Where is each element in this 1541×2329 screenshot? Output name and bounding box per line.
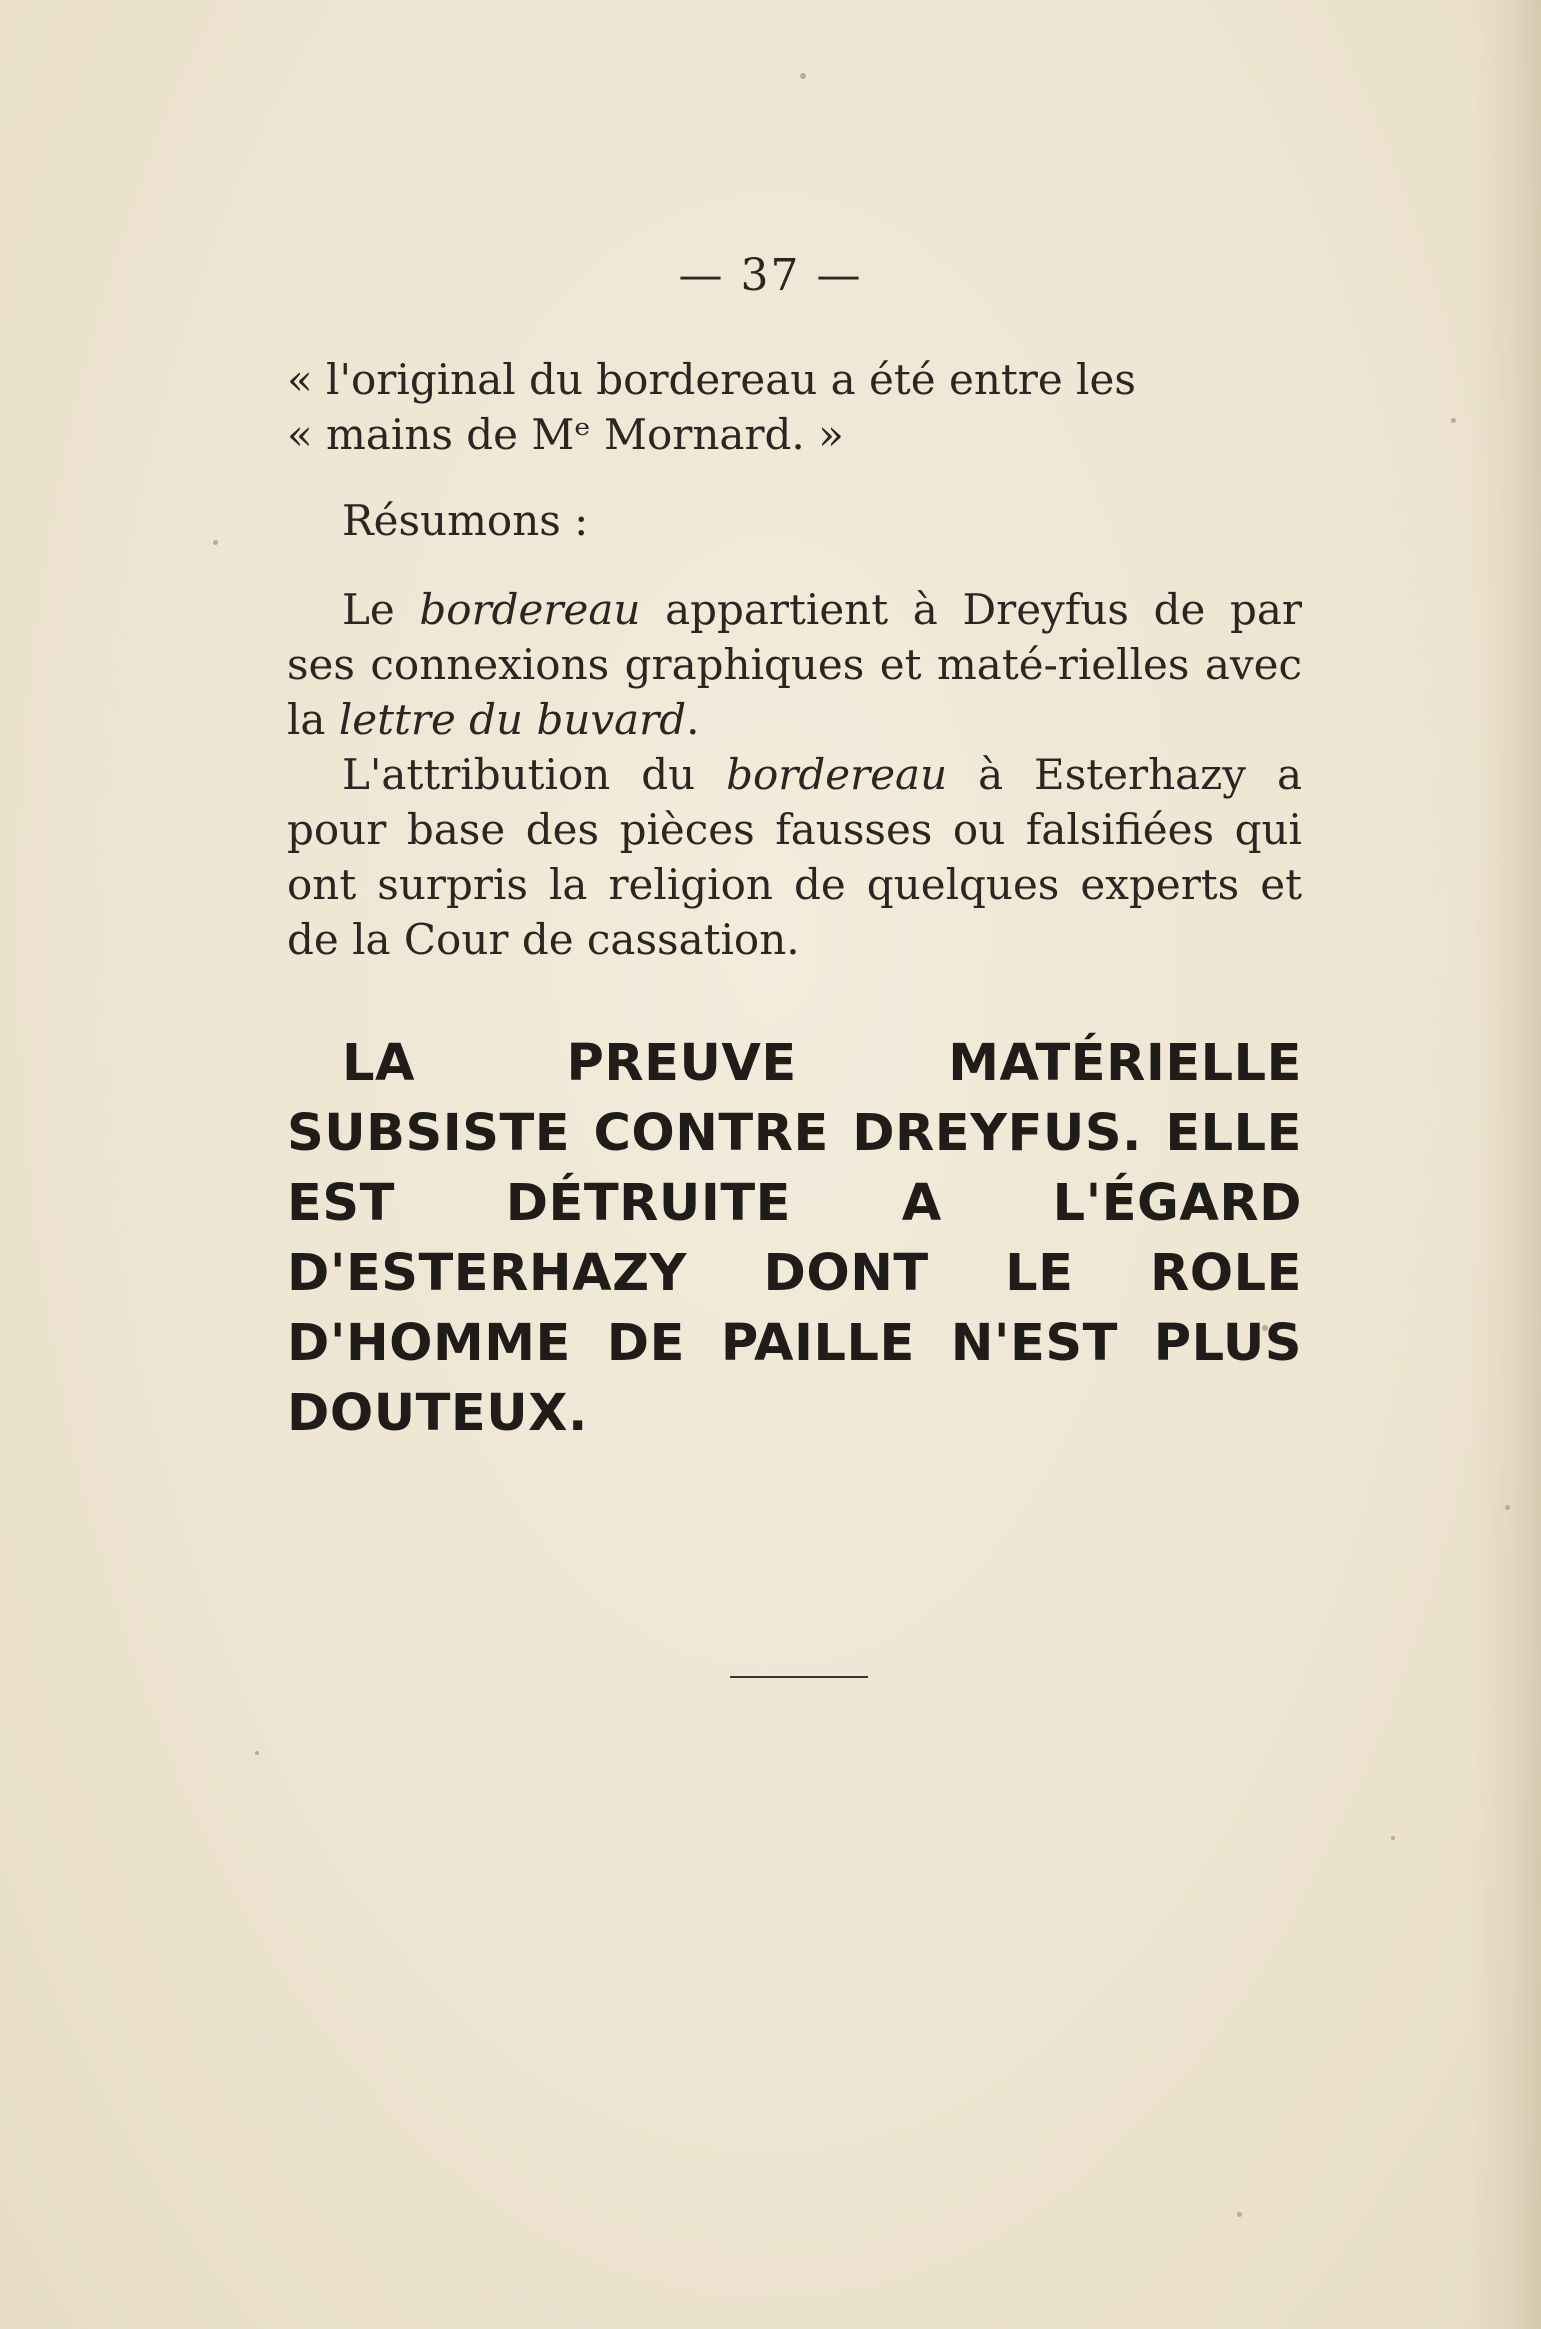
paper-speck — [1505, 1505, 1510, 1510]
quote-line: « mains de Mᵉ Mornard. » — [287, 410, 844, 459]
quote-line: « l'original du bordereau a été entre les — [287, 355, 1136, 404]
resumons-line: Résumons : — [342, 496, 589, 545]
text-run: appartient à Dreyfus de par ses connexions graphiques et maté-rielles avec la — [287, 585, 1302, 744]
italic-term: bordereau — [419, 585, 641, 634]
paper-speck — [1451, 418, 1456, 423]
paper-speck — [213, 540, 218, 545]
text-run: L'attribution du — [342, 750, 727, 799]
page-edge-shadow — [1471, 0, 1541, 2329]
italic-term: lettre du buvard — [338, 695, 687, 744]
text-run: Le — [342, 585, 420, 634]
paper-speck — [800, 73, 806, 79]
page-number: — 37 — — [678, 250, 863, 301]
paper-speck — [255, 1751, 259, 1755]
paper-speck — [1237, 2212, 1242, 2217]
text-run: à Esterhazy a pour base des pièces fausses ou falsifiées qui ont surpris la religion de quelques experts et de la Cour de cassation. — [287, 750, 1302, 964]
body-text — [287, 352, 1302, 1449]
text-run: . — [686, 695, 700, 744]
conclusion-headline: LA PREUVE MATÉRIELLE SUBSISTE CONTRE DREYFUS. ELLE EST DÉTRUITE A L'ÉGARD D'ESTERHAZY DONT LE ROLE D'HOMME DE PAILLE N'EST PLUS DOUTEUX. — [287, 1034, 1302, 1443]
paper-speck — [1391, 1836, 1395, 1840]
italic-term: bordereau — [726, 750, 948, 799]
end-rule — [730, 1676, 868, 1678]
paragraph-attribution — [287, 747, 1302, 967]
paragraph-bordereau — [287, 582, 1302, 747]
